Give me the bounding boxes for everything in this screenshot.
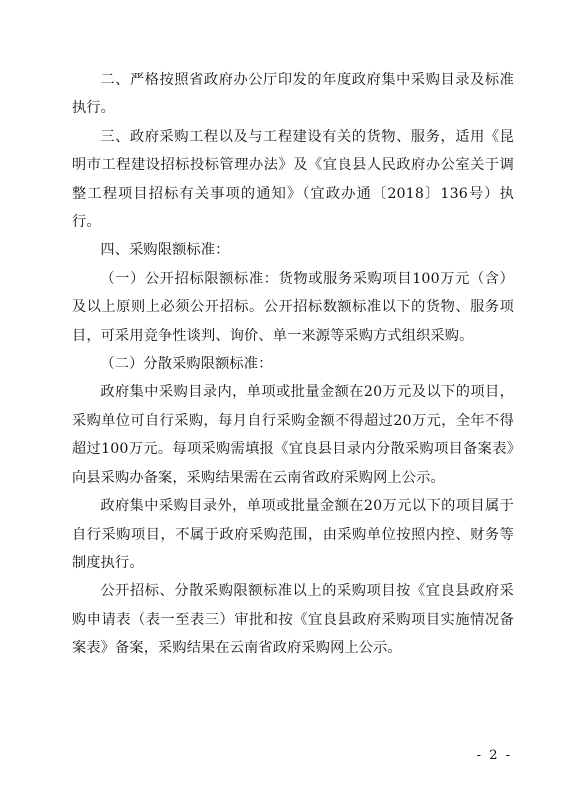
paragraph-within-catalog: 政府集中采购目录内，单项或批量金额在20万元及以下的项目，采购单位可自行采购，每月自行采购金额不得超过20万元，全年不得超过100万元。每项采购需填报《宜良县目录内分散采购项目备案表》向县采购办备案，采购结果需在云南省政府采购网上公示。 xyxy=(72,384,514,486)
page-number: - 2 - xyxy=(476,748,512,763)
paragraph-approval-filing: 公开招标、分散采购限额标准以上的采购项目按《宜良县政府采购申请表（表一至表三）审批和按《宜良县政府采购项目实施情况备案表》备案，采购结果在云南省政府采购网上公示。 xyxy=(72,583,514,657)
paragraph-limit-heading: 四、采购限额标准： xyxy=(100,242,230,259)
body-text xyxy=(72,66,514,663)
paragraph-outside-catalog: 政府集中采购目录外，单项或批量金额在20万元以下的项目属于自行采购项目，不属于政府采购范围，由采购单位按照内控、财务等制度执行。 xyxy=(72,498,514,571)
paragraph-decentralized-heading: （二）分散采购限额标准： xyxy=(100,356,273,373)
paragraph-public-tender-limit: （一）公开招标限额标准：货物或服务采购项目100万元（含）及以上原则上必须公开招标。公开招标数额标准以下的货物、服务项目，可采用竞争性谈判、询价、单一来源等采购方式组织采购。 xyxy=(72,270,514,344)
paragraph-engineering-procurement: 三、政府采购工程以及与工程建设有关的货物、服务，适用《昆明市工程建设招标投标管理办法》及《宜良县人民政府办公室关于调整工程项目招标有关事项的通知》（宜政办通〔2018〕136号）执行。 xyxy=(72,128,514,231)
paragraph-standard-catalog: 二、严格按照省政府办公厅印发的年度政府集中采购目录及标准执行。 xyxy=(72,72,514,117)
